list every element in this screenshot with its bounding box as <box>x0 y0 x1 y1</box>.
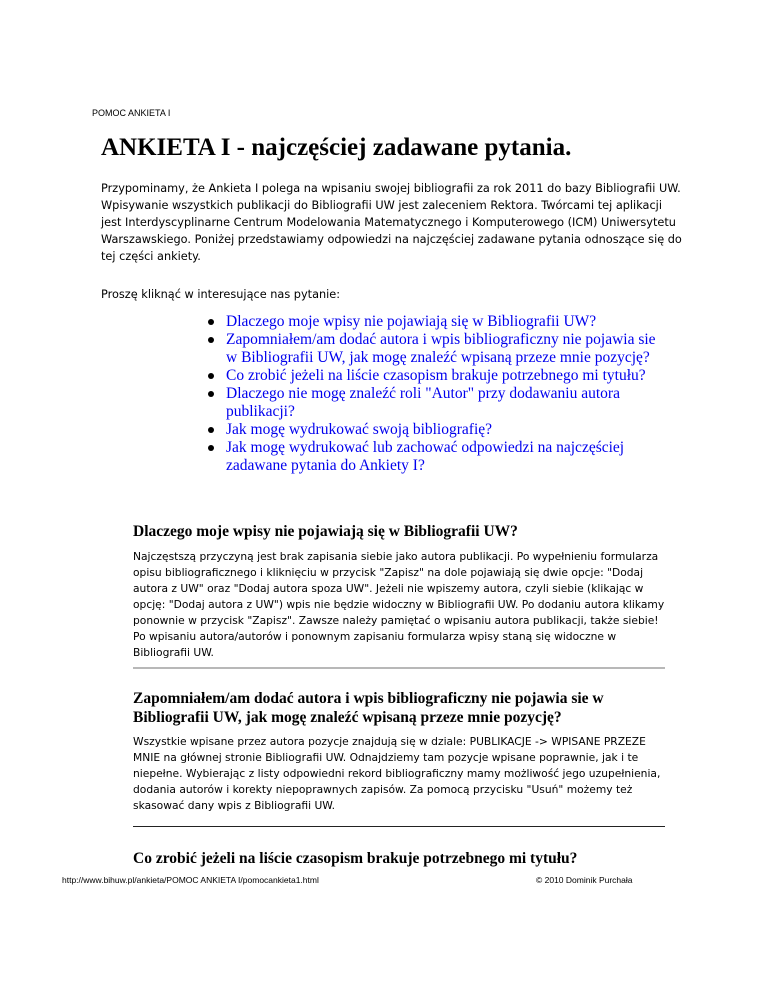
intro-paragraph: Przypominamy, że Ankieta I polega na wpisaniu swojej bibliografii za rok 2011 do bazy Bibliografii UW. Wpisywanie wszystkich publikacji do Bibliografii UW jest zaleceniem Rektora. Twórcami tej aplikacji jest Interdyscyplinarne Centrum Modelowania Matematycznego i Komputerowego (ICM) Uniwersytetu Warszawskiego. Poniżej przedstawiamy odpowiedzi na najczęściej zadawane pytania odnoszące się do tej części ankiety. <box>101 182 682 263</box>
answer-section-2 <box>133 689 665 814</box>
answer-section-1 <box>133 522 665 661</box>
question-link-4[interactable]: Dlaczego nie mogę znaleźć roli "Autor" przy dodawaniu autora publikacji? <box>226 385 620 420</box>
footer-url: http://www.bihuw.pl/ankieta/POMOC ANKIETA I/pomocankieta1.html <box>62 875 319 885</box>
question-link-2[interactable]: Zapomniałem/am dodać autora i wpis bibliograficzny nie pojawia sie w Bibliografii UW, jak mogę znaleźć wpisaną przeze mnie pozycję? <box>226 331 656 366</box>
question-prompt: Proszę kliknąć w interesujące nas pytanie: <box>101 288 341 301</box>
answer-heading: Co zrobić jeżeli na liście czasopism brakuje potrzebnego mi tytułu? <box>133 850 578 867</box>
section-divider <box>133 667 665 669</box>
list-item <box>208 331 668 367</box>
header-label: POMOC ANKIETA I <box>92 108 171 118</box>
list-item <box>208 385 668 421</box>
page-title: ANKIETA I - najczęściej zadawane pytania. <box>101 134 572 161</box>
answer-section-3 <box>133 849 665 868</box>
question-link-5[interactable]: Jak mogę wydrukować swoją bibliografię? <box>226 421 493 438</box>
answer-body: Najczęstszą przyczyną jest brak zapisania siebie jako autora publikacji. Po wypełnieniu formularza opisu bibliograficznego i kliknięciu w przycisk "Zapisz" na dole pojawiają się dwie opcje: "Dodaj autora z UW" oraz "Dodaj autora spoza UW". Jeżeli nie wpiszemy autora, czyli siebie (klikając w opcję: "Dodaj autora z UW") wpis nie będzie widoczny w Bibliografii UW. Po dodaniu autora klikamy ponownie w przycisk "Zapisz". Zawsze należy pamiętać o wpisaniu autora publikacji, także siebie! Po wpisaniu autora/autorów i ponownym zapisaniu formularza wpisy staną się widoczne w Bibliografii UW. <box>133 550 665 659</box>
list-item <box>208 367 668 385</box>
list-item <box>208 421 668 439</box>
footer-copyright: © 2010 Dominik Purchała <box>536 875 633 885</box>
question-link-3[interactable]: Co zrobić jeżeli na liście czasopism brakuje potrzebnego mi tytułu? <box>226 367 646 384</box>
list-item <box>208 439 668 475</box>
question-list <box>208 313 668 475</box>
list-item <box>208 313 668 331</box>
question-link-1[interactable]: Dlaczego moje wpisy nie pojawiają się w Bibliografii UW? <box>226 313 597 330</box>
answer-heading: Dlaczego moje wpisy nie pojawiają się w Bibliografii UW? <box>133 523 518 540</box>
section-divider <box>133 826 665 827</box>
question-link-6[interactable]: Jak mogę wydrukować lub zachować odpowiedzi na najczęściej zadawane pytania do Ankiety I? <box>226 439 625 474</box>
answer-heading: Zapomniałem/am dodać autora i wpis bibliograficzny nie pojawia sie w Bibliografii UW, jak mogę znaleźć wpisaną przeze mnie pozycję? <box>133 690 604 726</box>
answer-body: Wszystkie wpisane przez autora pozycje znajdują się w dziale: PUBLIKACJE -> WPISANE PRZEZE MNIE na głównej stronie Bibliografii UW. Odnajdziemy tam pozycje wpisane poprawnie, jak i te niepełne. Wybierając z listy odpowiedni rekord bibliograficzny mamy możliwość jego uzupełnienia, dodania autorów i korekty niepoprawnych zapisów. Za pomocą przycisku "Usuń" możemy też skasować dany wpis z Bibliografii UW. <box>133 735 661 812</box>
